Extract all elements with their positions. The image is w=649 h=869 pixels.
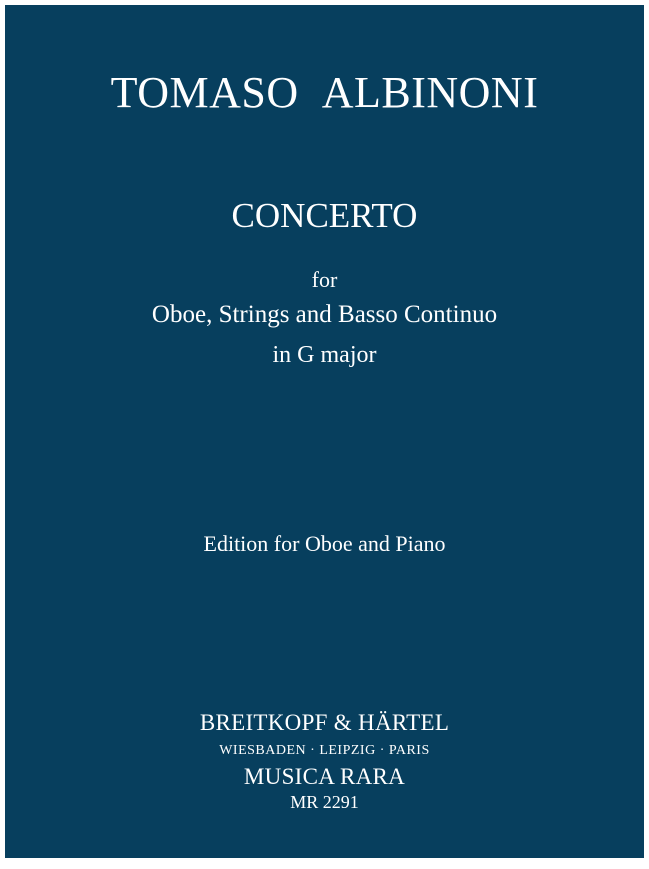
publisher-cities: WIESBADEN · LEIPZIG · PARIS: [219, 743, 430, 758]
publisher-name: BREITKOPF & HÄRTEL: [199, 710, 450, 735]
key-signature: in G major: [272, 342, 377, 368]
work-title: CONCERTO: [231, 196, 418, 235]
score-cover: [5, 5, 644, 858]
catalog-number: MR 2291: [290, 792, 359, 812]
imprint-name: MUSICA RARA: [243, 764, 406, 789]
instrumentation: Oboe, Strings and Basso Continuo: [151, 301, 498, 328]
composer-name: TOMASO ALBINONI: [110, 68, 539, 117]
for-label: for: [311, 267, 338, 292]
edition-note: Edition for Oboe and Piano: [203, 531, 446, 556]
